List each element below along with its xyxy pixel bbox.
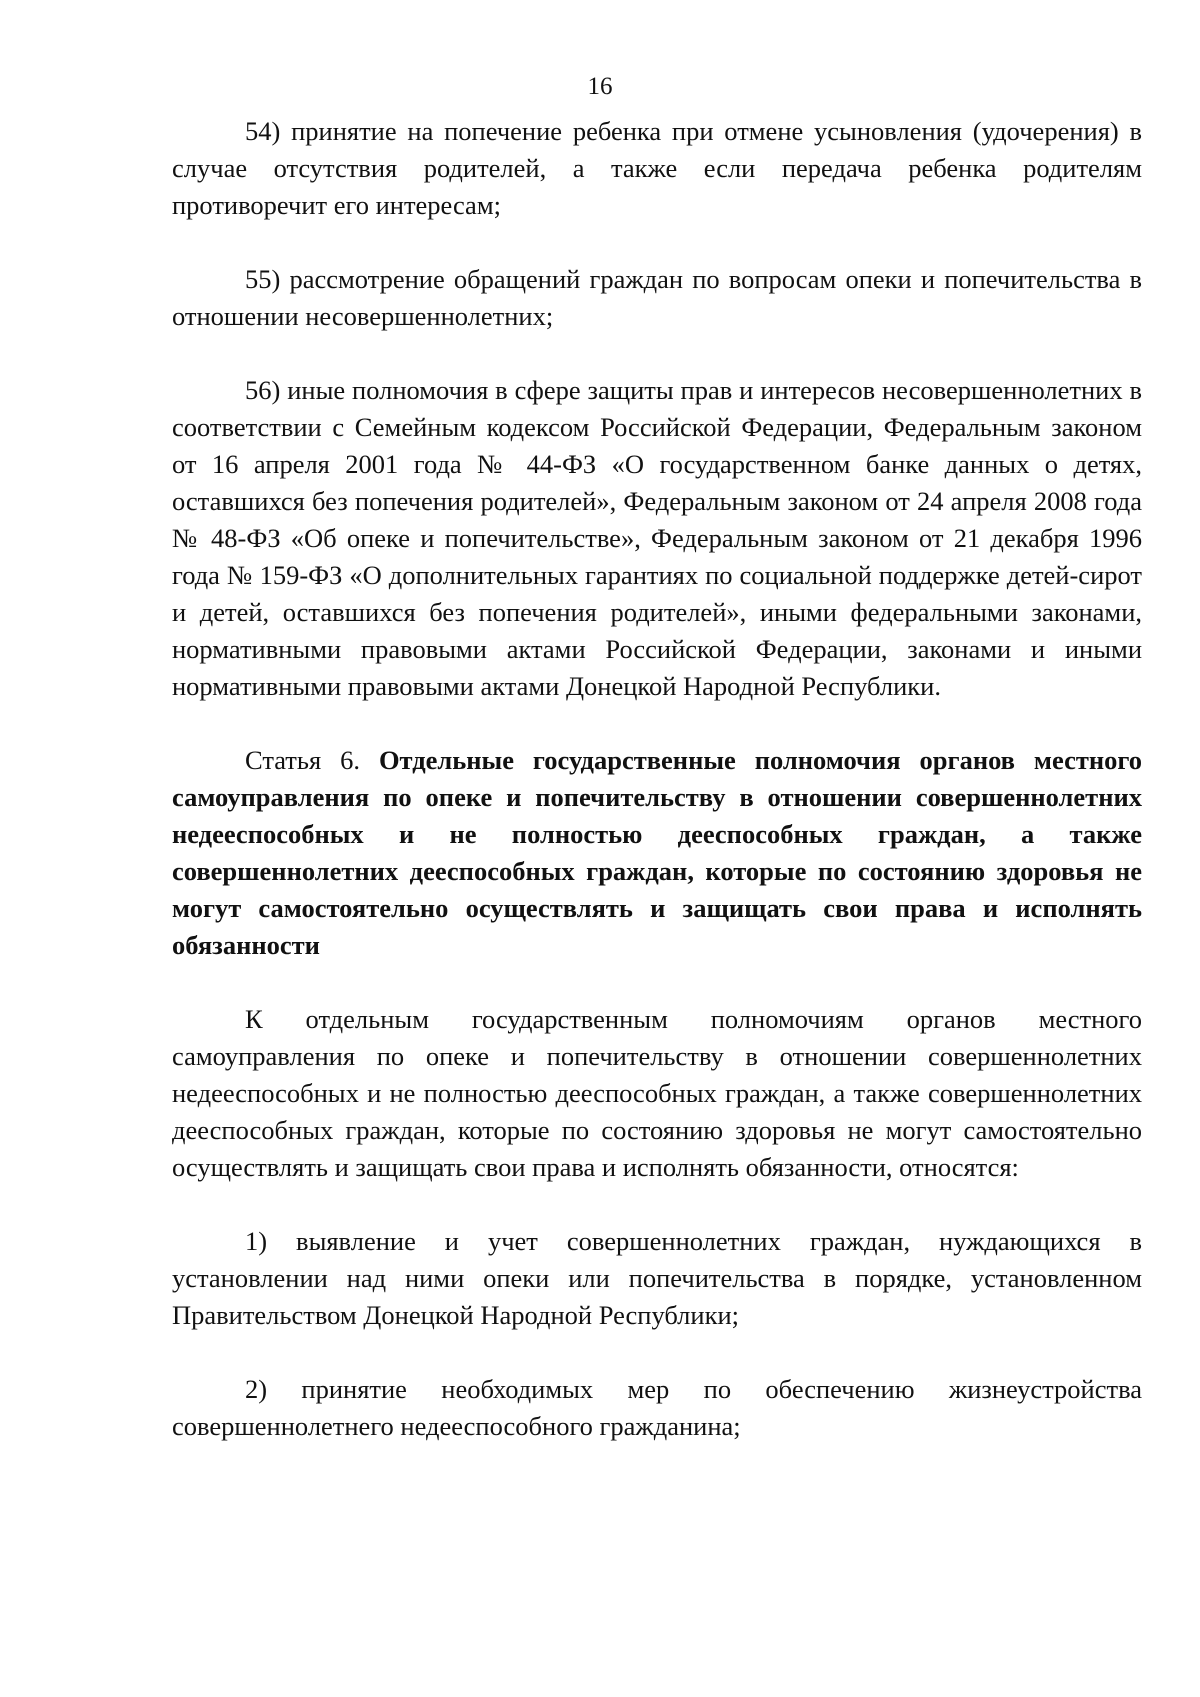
- list-item-55: 55) рассмотрение обращений граждан по вопросам опеки и попечительства в отношении несовершеннолетних;: [172, 264, 1142, 331]
- article-intro: К отдельным государственным полномочиям органов местного самоуправления по опеке и попечительству в отношении совершеннолетних недееспособных и не полностью дееспособных граждан, а также совершеннолетних дееспособных граждан, которые по состоянию здоровья не могут самостоятельно осуществлять и защищать свои права и исполнять обязанности, относятся:: [172, 1004, 1142, 1182]
- list-item-54: 54) принятие на попечение ребенка при отмене усыновления (удочерения) в случае отсутствия родителей, а также если передача ребенка родителям противоречит его интересам;: [172, 116, 1142, 220]
- list-item-1: 1) выявление и учет совершеннолетних граждан, нуждающихся в установлении над ними опеки или попечительства в порядке, установленном Правительством Донецкой Народной Республики;: [172, 1226, 1142, 1330]
- article-title: Отдельные государственные полномочия органов местного самоуправления по опеке и попечительству в отношении совершеннолетних недееспособных и не полностью дееспособных граждан, а также совершеннолетних дееспособных граждан, которые по состоянию здоровья не могут самостоятельно осуществлять и защищать свои права и исполнять обязанности: [172, 745, 1142, 960]
- document-body: [172, 113, 1142, 1482]
- list-item-56: 56) иные полномочия в сфере защиты прав и интересов несовершеннолетних в соответствии с Семейным кодексом Российской Федерации, Федеральным законом от 16 апреля 2001 года № 44-ФЗ «О государственном банке данных о детях, оставшихся без попечения родителей», Федеральным законом от 24 апреля 2008 года № 48-ФЗ «Об опеке и попечительстве», Федеральным законом от 21 декабря 1996 года № 159-ФЗ «О дополнительных гарантиях по социальной поддержке детей-сирот и детей, оставшихся без попечения родителей», иными федеральными законами, нормативными правовыми актами Российской Федерации, законами и иными нормативными правовыми актами Донецкой Народной Республики.: [172, 375, 1142, 701]
- article-heading: [172, 742, 1142, 964]
- list-item-2: 2) принятие необходимых мер по обеспечению жизнеустройства совершеннолетнего недееспособного гражданина;: [172, 1374, 1142, 1441]
- article-number: Статья 6.: [245, 745, 360, 775]
- page-number: 16: [587, 73, 613, 100]
